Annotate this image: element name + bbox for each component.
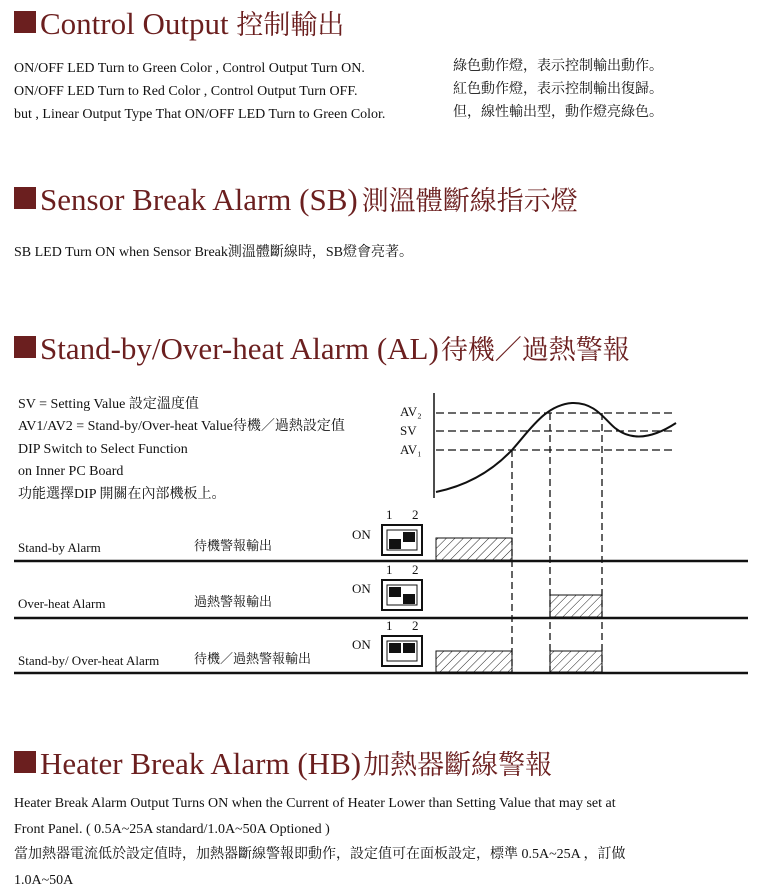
heading-zh: 待機／過熱警報 <box>440 335 630 365</box>
heading-en: Control Output <box>40 6 229 41</box>
sb-line-en: SB LED Turn ON when Sensor Break <box>14 245 228 260</box>
row-standby-label-zh: 待機警報輸出 <box>194 538 273 553</box>
row-overheat-label-zh: 過熱警報輸出 <box>194 594 273 609</box>
row-overheat-label-en: Over-heat Alarm <box>18 596 106 611</box>
dip-switch-standby-icon <box>382 525 422 555</box>
row-both-label-en: Stand-by/ Over-heat Alarm <box>18 653 160 668</box>
control-line-zh-2: 紅色動作燈，表示控制輸出復歸。 <box>453 82 663 97</box>
dip-switch-both-icon <box>382 636 422 666</box>
combined-output-pulse-2 <box>550 651 602 672</box>
heading-zh: 測溫體斷線指示燈 <box>361 186 578 216</box>
row-overheat-n1: 1 <box>386 562 393 577</box>
heater-break-line-2: Front Panel. ( 0.5A~25A standard/1.0A~50A Optioned ) <box>14 822 330 837</box>
control-line-zh-3: 但，線性輸出型，動作燈亮綠色。 <box>453 105 663 120</box>
heading-en: Stand-by/Over-heat Alarm (AL) <box>40 331 439 366</box>
control-line-en-1: ON/OFF LED Turn to Green Color , Control Output Turn ON. <box>14 61 365 76</box>
row-standby-n1: 1 <box>386 507 393 522</box>
overheat-output-pulse <box>550 595 602 617</box>
row-overheat-on: ON <box>352 581 371 596</box>
dip-line-1: DIP Switch to Select Function <box>18 442 188 457</box>
heading-en: Sensor Break Alarm (SB) <box>40 182 358 217</box>
control-line-zh-1: 綠色動作燈，表示控制輸出動作。 <box>453 59 663 74</box>
heater-break-line-1: Heater Break Alarm Output Turns ON when the Current of Heater Lower than Setting Value that may set at <box>14 796 616 811</box>
av-definition-en: AV1/AV2 = Stand-by/Over-heat Value <box>18 419 233 434</box>
row-both-n2: 2 <box>412 618 419 633</box>
control-line-en-2: ON/OFF LED Turn to Red Color , Control Output Turn OFF. <box>14 84 358 99</box>
av-definition-zh: 待機／過熱設定值 <box>232 419 345 434</box>
sv-definition: SV = Setting Value 設定溫度值 <box>18 397 199 412</box>
control-line-en-3: but , Linear Output Type That ON/OFF LED Turn to Green Color. <box>14 107 386 122</box>
row-standby-n2: 2 <box>412 507 419 522</box>
row-both-on: ON <box>352 637 371 652</box>
standby-output-pulse <box>436 538 512 560</box>
label-av2: AV₂ <box>400 404 422 419</box>
sb-line-zh: 測溫體斷線時，SB燈會亮著。 <box>227 245 414 260</box>
label-sv: SV <box>400 423 417 438</box>
row-standby-label-en: Stand-by Alarm <box>18 540 101 555</box>
heading-square-icon <box>14 751 36 773</box>
label-av1: AV₁ <box>400 442 422 457</box>
section-heading-heater-break <box>14 748 552 779</box>
temperature-curve <box>436 403 676 492</box>
heading-en: Heater Break Alarm (HB) <box>40 746 362 781</box>
dip-line-zh: 功能選擇DIP 開關在內部機板上。 <box>18 487 226 502</box>
row-both-n1: 1 <box>386 618 393 633</box>
heading-zh: 加熱器斷線警報 <box>363 750 553 780</box>
row-overheat-n2: 2 <box>412 562 419 577</box>
heater-break-line-4: 1.0A~50A <box>14 873 74 888</box>
row-both-label-zh: 待機／過熱警報輸出 <box>194 651 312 666</box>
heading-zh: 控制輸出 <box>236 10 345 40</box>
heater-break-line-3: 當加熱器電流低於設定值時，加熱器斷線警報即動作，設定值可在面板設定，標準 0.5A~25A ，訂做 <box>14 847 626 862</box>
dip-switch-overheat-icon <box>382 580 422 610</box>
combined-output-pulse-1 <box>436 651 512 672</box>
dip-line-2: on Inner PC Board <box>18 464 124 479</box>
row-standby-on: ON <box>352 527 371 542</box>
